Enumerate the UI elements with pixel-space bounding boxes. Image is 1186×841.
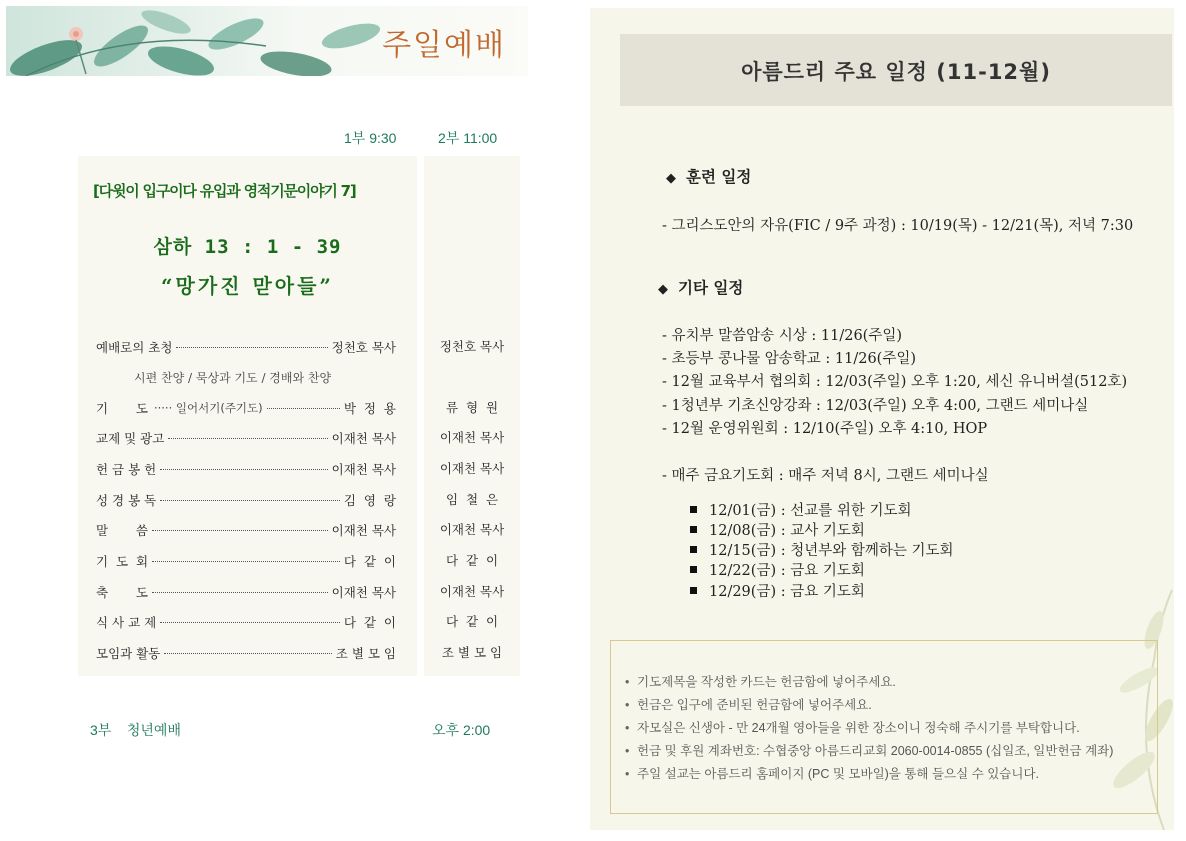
side-leader: 이재천 목사 [439, 522, 505, 537]
order-leader: 조 별 모 임 [335, 646, 396, 661]
service2-time: 2부 11:00 [438, 130, 498, 146]
leader-dots [160, 499, 340, 501]
order-item [96, 459, 396, 479]
leader-dots [152, 560, 340, 562]
schedule-title: 아름드리 주요 일정 (11-12월) [741, 60, 1051, 84]
order-item [96, 490, 396, 510]
order-item [96, 612, 396, 632]
friday-item: 12/15(금) : 청년부와 함께하는 기도회 [690, 539, 954, 560]
friday-item: 12/22(금) : 금요 기도회 [690, 559, 865, 580]
friday-item: 12/01(금) : 선교를 위한 기도회 [690, 499, 912, 520]
order-leader: 이재천 목사 [331, 585, 396, 600]
leader-dots [168, 437, 327, 439]
leader-dots [160, 621, 340, 623]
notice-item: • 자모실은 신생아 - 만 24개월 영아들을 위한 장소이니 정숙해 주시기를 부탁합니다. [625, 721, 1080, 735]
schedule-line: - 12월 교육부서 협의회 : 12/03(주일) 오후 1:20, 세신 유니버셜(512호) [662, 374, 1128, 390]
order-leader: 정천호 목사 [331, 340, 396, 355]
notice-item: • 주일 설교는 아름드리 홈페이지 (PC 및 모바일)을 통해 들으실 수 있습니다. [625, 767, 1039, 781]
order-item [96, 398, 396, 418]
order-label: 성 경 봉 독 [96, 493, 157, 508]
order-of-worship [78, 156, 417, 676]
leader-dots [267, 407, 340, 409]
side-leader: 정천호 목사 [439, 339, 505, 354]
leader-dots [152, 591, 328, 593]
service1-time: 1부 9:30 [344, 130, 397, 146]
sermon-title: “망가진 맏아들” [161, 274, 334, 298]
side-leader: 류 형 원 [445, 400, 499, 415]
side-leader: 다 같 이 [445, 614, 499, 629]
order-leader: 박 정 용 [343, 401, 396, 416]
praise-line: 시편 찬양 / 묵상과 기도 / 경배와 찬양 [134, 371, 332, 385]
side-leader: 이재천 목사 [439, 461, 505, 476]
sermon-series: [다윗이 입구이다 유입과 영적기문이야기 7] [93, 182, 356, 200]
order-item [96, 520, 396, 540]
order-leader: 다 같 이 [343, 554, 396, 569]
order-label: 기 도 회 [96, 554, 149, 569]
order-label: 말 씀 [96, 523, 148, 538]
order-leader: 이재천 목사 [331, 523, 396, 538]
order-leader: 김 영 랑 [343, 493, 396, 508]
diamond-icon: ◆ [658, 282, 668, 297]
leader-dots [164, 652, 331, 654]
leader-dots [176, 346, 327, 348]
order-leader: 이재천 목사 [331, 462, 396, 477]
order-label: 예배로의 초청 [96, 340, 173, 355]
order-item [96, 337, 396, 357]
square-bullet-icon [690, 566, 697, 573]
scripture-reference: 삼하 13 : 1 - 39 [153, 236, 342, 258]
diamond-icon: ◆ [666, 171, 676, 186]
schedule-line: - 유치부 말씀암송 시상 : 11/26(주일) [662, 328, 903, 344]
schedule-page [590, 8, 1174, 830]
worship-banner [6, 6, 528, 76]
order-label: 교제 및 광고 [96, 431, 165, 446]
square-bullet-icon [690, 587, 697, 594]
youth-service-time: 오후 2:00 [432, 722, 491, 738]
order-label: 식 사 교 제 [96, 615, 157, 630]
side-leader: 임 철 은 [445, 492, 499, 507]
order-leader: 다 같 이 [343, 615, 396, 630]
order-item [96, 582, 396, 602]
schedule-line: - 초등부 콩나물 암송학교 : 11/26(주일) [662, 351, 917, 367]
schedule-line: - 12월 운영위원회 : 12/10(주일) 오후 4:10, HOP [662, 421, 988, 437]
leader-dots [160, 468, 327, 470]
friday-prayer-line: - 매주 금요기도회 : 매주 저녁 8시, 그랜드 세미나실 [662, 468, 989, 484]
training-line: - 그리스도안의 자유(FIC / 9주 과정) : 10/19(목) - 12/21(목), 저녁 7:30 [662, 218, 1134, 234]
side-leader: 이재천 목사 [439, 430, 505, 445]
friday-item: 12/29(금) : 금요 기도회 [690, 580, 865, 601]
schedule-line: - 1청년부 기초신앙강좌 : 12/03(주일) 오후 4:00, 그랜드 세미나실 [662, 398, 1089, 414]
order-label: 헌 금 봉 헌 [96, 462, 157, 477]
notice-item: • 헌금 및 후원 계좌번호: 수협중앙 아름드리교회 2060-0014-0855 (십일조, 일반헌금 계좌) [625, 744, 1114, 758]
notice-item: • 기도제목을 작성한 카드는 헌금함에 넣어주세요. [625, 675, 896, 689]
order-note: ····· 일어서기(주기도) [153, 401, 263, 415]
schedule-title-box [620, 34, 1172, 106]
notice-box [610, 640, 1158, 814]
leader-dots [152, 529, 328, 531]
page-title: 주일예배 [382, 28, 506, 63]
side-leader: 이재천 목사 [439, 584, 505, 599]
square-bullet-icon [690, 526, 697, 533]
order-label: 모임과 활동 [96, 646, 161, 661]
youth-service-label: 3부 청년예배 [90, 722, 181, 738]
side-leader: 조 별 모 임 [441, 645, 503, 660]
order-label: 축 도 [96, 585, 148, 600]
order-leader: 이재천 목사 [331, 431, 396, 446]
square-bullet-icon [690, 506, 697, 513]
order-item [96, 643, 396, 663]
notice-item: • 헌금은 입구에 준비된 헌금함에 넣어주세요. [625, 698, 872, 712]
order-item [96, 428, 396, 448]
training-section-title: ◆ 훈련 일정 [666, 168, 752, 186]
other-section-title: ◆ 기타 일정 [658, 279, 744, 297]
friday-item: 12/08(금) : 교사 기도회 [690, 519, 865, 540]
square-bullet-icon [690, 546, 697, 553]
order-item [96, 551, 396, 571]
service2-leaders [424, 156, 520, 676]
side-leader: 다 같 이 [445, 553, 499, 568]
order-label: 기 도 [96, 401, 148, 416]
